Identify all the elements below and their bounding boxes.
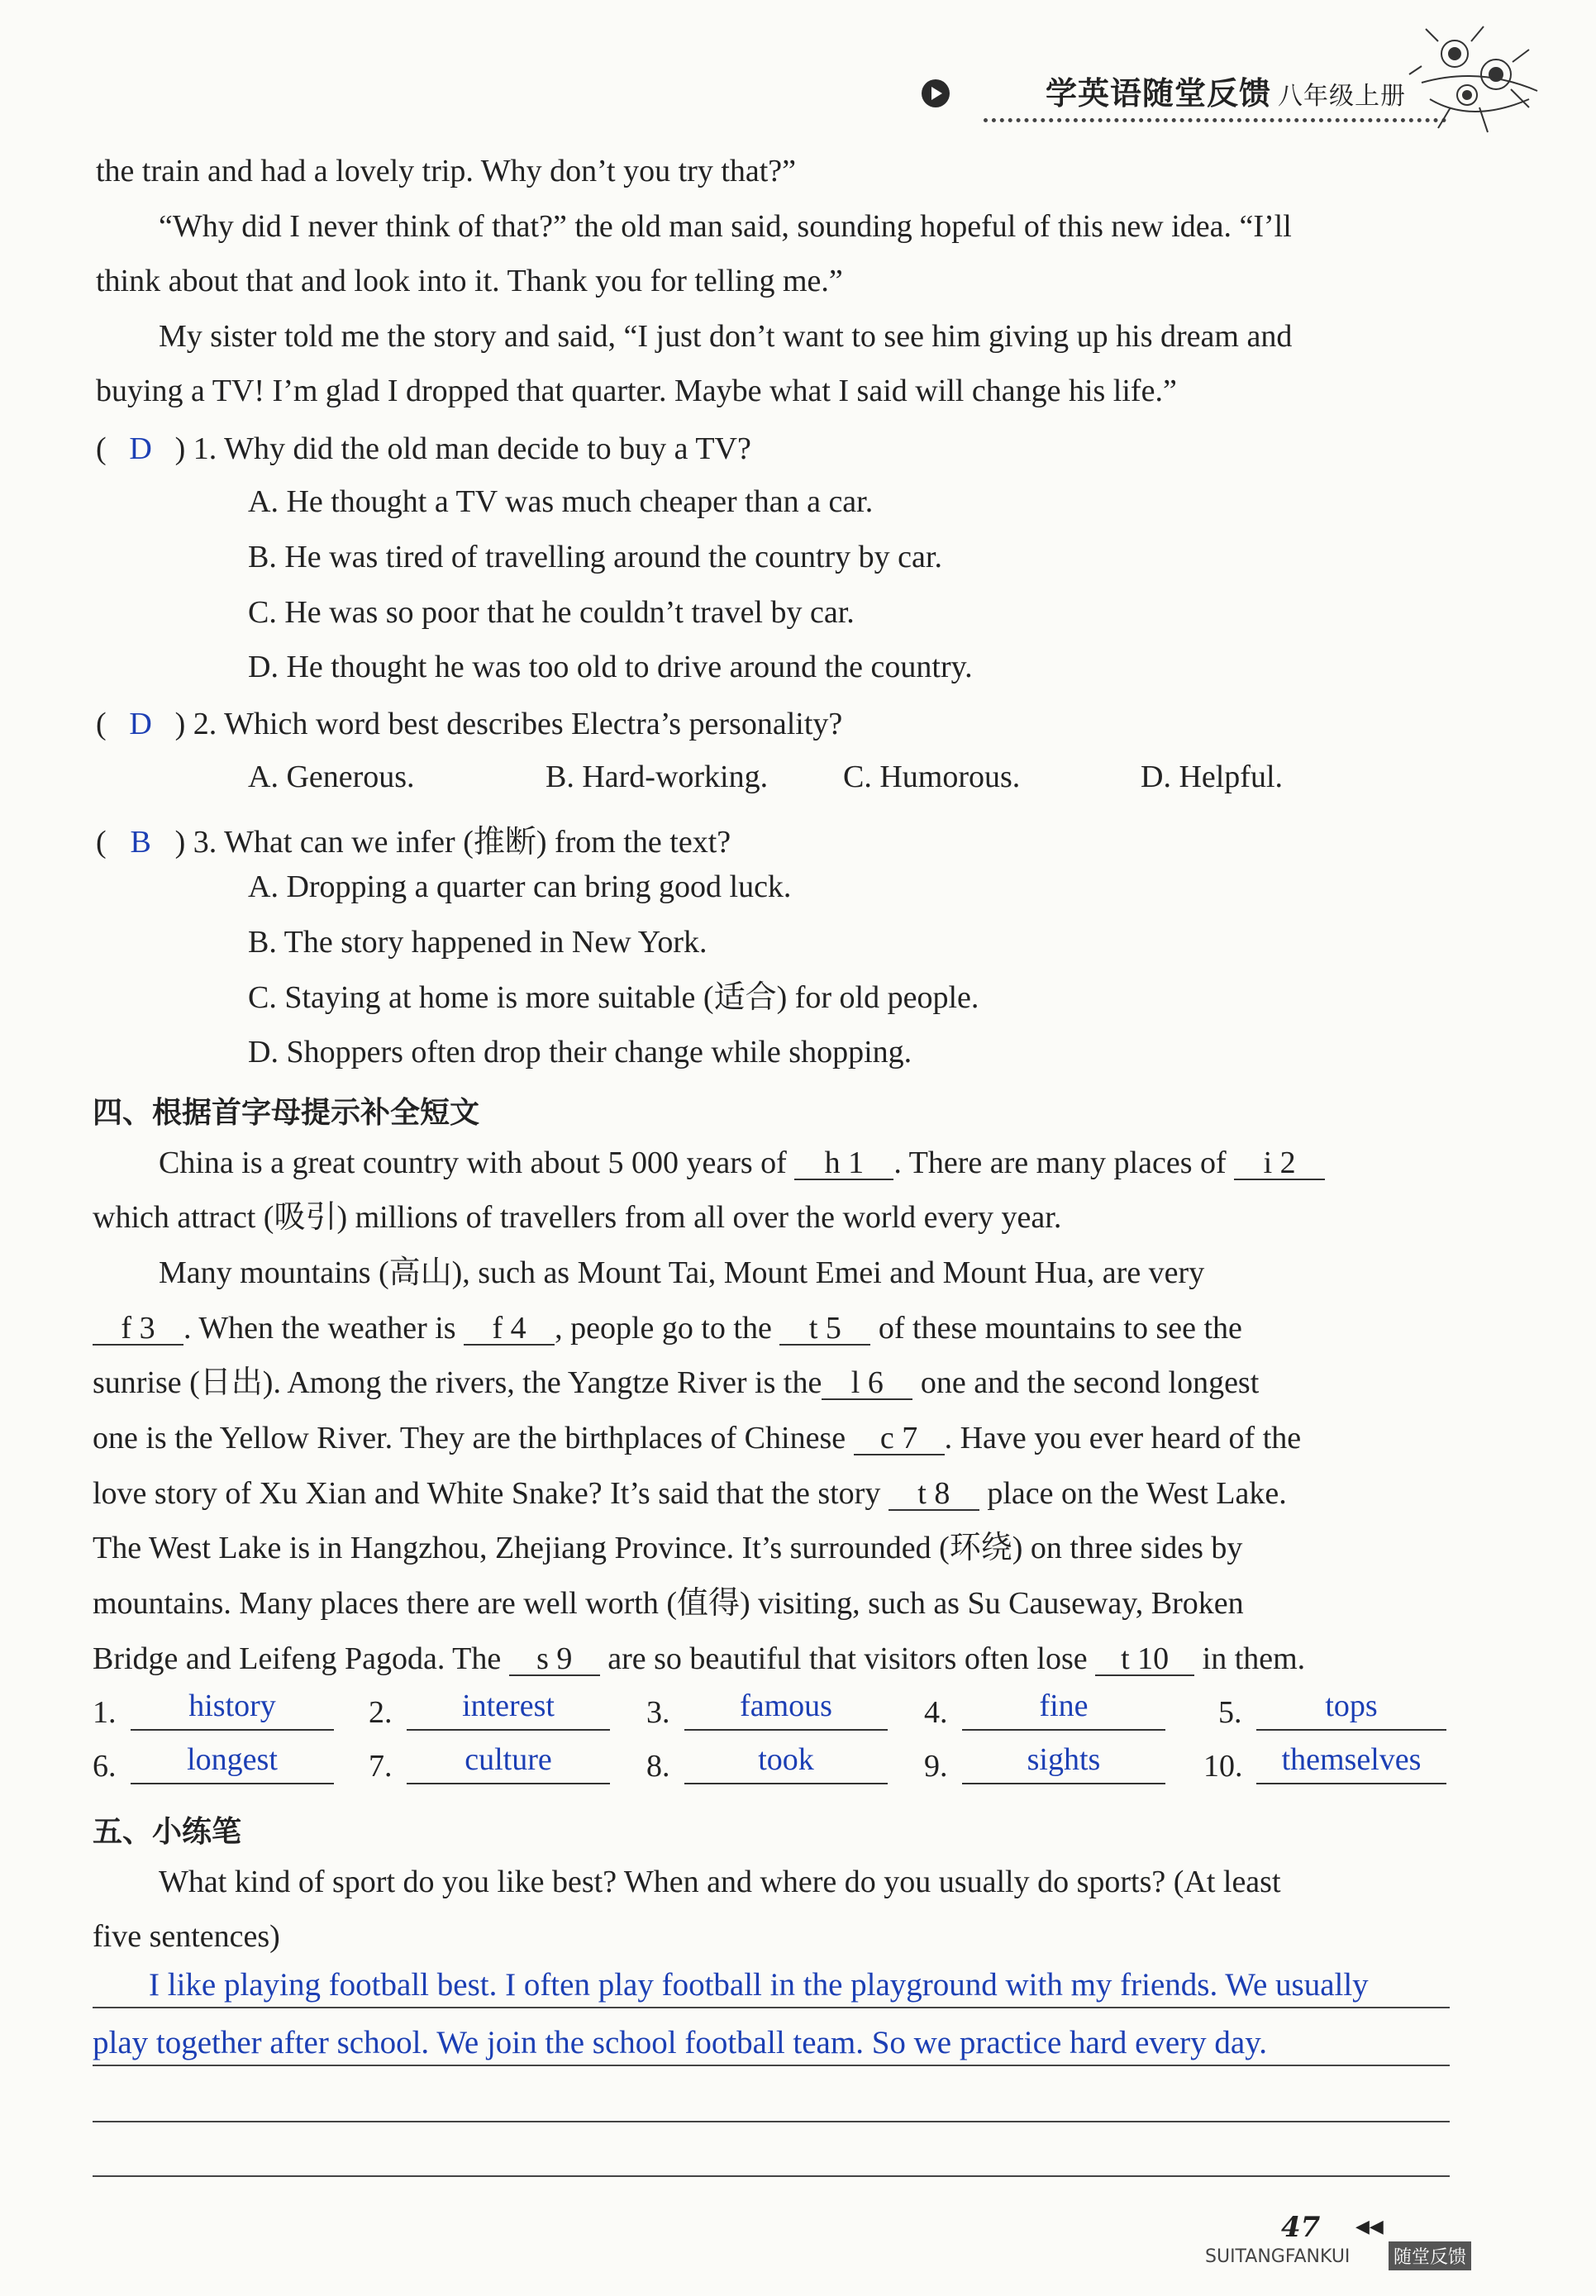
double-arrow-left-icon: ◀◀ — [1355, 2217, 1384, 2237]
question-3: ( B ) 3. What can we infer (推断) from the text? — [96, 825, 731, 860]
answer-num-4: 4. — [924, 1695, 948, 1730]
q2-option-d: D. Helpful. — [1141, 760, 1284, 794]
section-4-heading: 四、根据首字母提示补全短文 — [93, 1096, 480, 1130]
q3-option-d: D. Shoppers often drop their change while shopping. — [248, 1035, 912, 1069]
s4-line-4: f 3 . When the weather is f 4 , people go to the t 5 of these mountains to see the — [93, 1312, 1242, 1346]
s4-line-7: love story of Xu Xian and White Snake? It’s said that the story t 8 place on the West Lake. — [93, 1476, 1287, 1511]
answer-line-6 — [131, 1783, 334, 1784]
blank-5: t 5 — [779, 1312, 870, 1346]
blank-10: t 10 — [1095, 1643, 1194, 1676]
q1-option-d: D. He thought he was too old to drive around the country. — [248, 650, 973, 684]
s4-line-8: The West Lake is in Hangzhou, Zhejiang Province. It’s surrounded (环绕) on three sides by — [93, 1531, 1243, 1565]
question-2: ( D ) 2. Which word best describes Electra’s personality? — [96, 707, 843, 741]
answer-word-6: longest — [187, 1742, 278, 1777]
q1-option-c: C. He was so poor that he couldn’t travel by car. — [248, 595, 855, 630]
q3-option-b: B. The story happened in New York. — [248, 925, 707, 960]
q2-option-c: C. Humorous. — [843, 760, 1021, 794]
s4-line-10: Bridge and Leifeng Pagoda. The s 9 are so beautiful that visitors often lose t 10 in them. — [93, 1641, 1306, 1676]
answer-word-7: culture — [465, 1742, 552, 1777]
answer-line-10 — [1256, 1783, 1446, 1784]
answer-word-2: interest — [462, 1689, 555, 1723]
answer-word-1: history — [188, 1689, 276, 1723]
answer-choice-3: B — [130, 825, 151, 860]
answer-line-7 — [407, 1783, 610, 1784]
s4-line-9: mountains. Many places there are well worth (值得) visiting, such as Su Causeway, Broken — [93, 1586, 1244, 1621]
writing-prompt-line-1: What kind of sport do you like best? When and where do you usually do sports? (At least — [159, 1865, 1281, 1899]
q1-option-b: B. He was tired of travelling around the country by car. — [248, 540, 942, 574]
s4-line-5: sunrise (日出). Among the rivers, the Yangtze River is the l 6 one and the second longest — [93, 1365, 1260, 1400]
answer-word-9: sights — [1027, 1742, 1101, 1777]
footer-tag: 随堂反馈 — [1389, 2241, 1471, 2270]
book-title: 学英语随堂反馈 — [1046, 75, 1272, 112]
q2-option-a: A. Generous. — [248, 760, 415, 794]
s4-line-3: Many mountains (高山), such as Mount Tai, Mount Emei and Mount Hua, are very — [159, 1255, 1205, 1290]
answer-line-1 — [131, 1729, 334, 1731]
page-number: 47 — [1281, 2211, 1321, 2244]
question-1-stem: ) 1. Why did the old man decide to buy a TV? — [174, 431, 751, 466]
answer-num-8: 8. — [646, 1749, 670, 1784]
passage-line-3: think about that and look into it. Thank you for telling me.” — [96, 264, 843, 298]
blank-2: i 2 — [1234, 1147, 1325, 1180]
header-title — [1046, 68, 1406, 113]
q3-option-c: C. Staying at home is more suitable (适合) for old people. — [248, 980, 979, 1015]
blank-4: f 4 — [464, 1312, 555, 1346]
blank-3: f 3 — [93, 1312, 183, 1346]
writing-rule-2 — [93, 2065, 1450, 2066]
book-grade: 八年级上册 — [1278, 82, 1407, 111]
q3-option-a: A. Dropping a quarter can bring good luck. — [248, 869, 792, 904]
passage-line-2: “Why did I never think of that?” the old man said, sounding hopeful of this new idea. “I’ll — [159, 209, 1292, 244]
essay-line-1: I like playing football best. I often play football in the playground with my friends. We usually — [149, 1967, 1369, 2003]
passage-line-5: buying a TV! I’m glad I dropped that quarter. Maybe what I said will change his life.” — [96, 374, 1177, 408]
answer-num-10: 10. — [1203, 1749, 1243, 1784]
writing-rule-1 — [93, 2007, 1450, 2008]
flower-decoration-icon — [1405, 17, 1546, 141]
answer-word-5: tops — [1325, 1689, 1378, 1723]
blank-9: s 9 — [509, 1643, 600, 1676]
answer-num-6: 6. — [93, 1749, 117, 1784]
s4-line-1: China is a great country with about 5 000 years of h 1 . There are many places of i 2 — [159, 1147, 1325, 1180]
s4-line-6: one is the Yellow River. They are the birthplaces of Chinese c 7 . Have you ever heard of the — [93, 1421, 1302, 1455]
writing-rule-4 — [93, 2175, 1450, 2177]
passage-line-1: the train and had a lovely trip. Why don’t you try that?” — [96, 154, 797, 188]
section-5-heading: 五、小练笔 — [93, 1815, 242, 1849]
answer-num-3: 3. — [646, 1695, 670, 1730]
essay-line-2: play together after school. We join the school football team. So we practice hard every day. — [93, 2025, 1267, 2060]
blank-8: t 8 — [889, 1478, 979, 1511]
s4-line-2: which attract (吸引) millions of travellers from all over the world every year. — [93, 1200, 1062, 1235]
answer-choice-1: D — [129, 431, 152, 466]
answer-word-10: themselves — [1281, 1742, 1422, 1777]
play-icon — [922, 79, 950, 107]
answer-choice-2: D — [129, 707, 152, 741]
blank-6: l 6 — [822, 1367, 912, 1400]
footer-brand: SUITANGFANKUI — [1205, 2246, 1351, 2267]
blank-7: c 7 — [854, 1422, 945, 1455]
answer-line-4 — [962, 1729, 1165, 1731]
answer-num-1: 1. — [93, 1695, 117, 1730]
answer-line-2 — [407, 1729, 610, 1731]
answer-word-4: fine — [1039, 1689, 1089, 1723]
answer-num-2: 2. — [369, 1695, 393, 1730]
answer-line-5 — [1256, 1729, 1446, 1731]
question-3-stem: ) 3. What can we infer (推断) from the text? — [174, 825, 731, 860]
answer-line-8 — [684, 1783, 888, 1784]
answer-num-7: 7. — [369, 1749, 393, 1784]
passage-line-4: My sister told me the story and said, “I just don’t want to see him giving up his dream and — [159, 319, 1293, 354]
blank-1: h 1 — [794, 1147, 893, 1180]
answer-line-9 — [962, 1783, 1165, 1784]
answer-word-3: famous — [740, 1689, 832, 1723]
writing-rule-3 — [93, 2121, 1450, 2122]
answer-line-3 — [684, 1729, 888, 1731]
q1-option-a: A. He thought a TV was much cheaper than a car. — [248, 484, 874, 519]
question-2-stem: ) 2. Which word best describes Electra’s personality? — [174, 707, 843, 741]
question-1: ( D ) 1. Why did the old man decide to buy a TV? — [96, 431, 751, 466]
answer-num-9: 9. — [924, 1749, 948, 1784]
answer-word-8: took — [758, 1742, 814, 1777]
q2-option-b: B. Hard-working. — [545, 760, 769, 794]
header-divider — [984, 118, 1446, 122]
answer-num-5: 5. — [1218, 1695, 1242, 1730]
writing-prompt-line-2: five sentences) — [93, 1919, 280, 1954]
